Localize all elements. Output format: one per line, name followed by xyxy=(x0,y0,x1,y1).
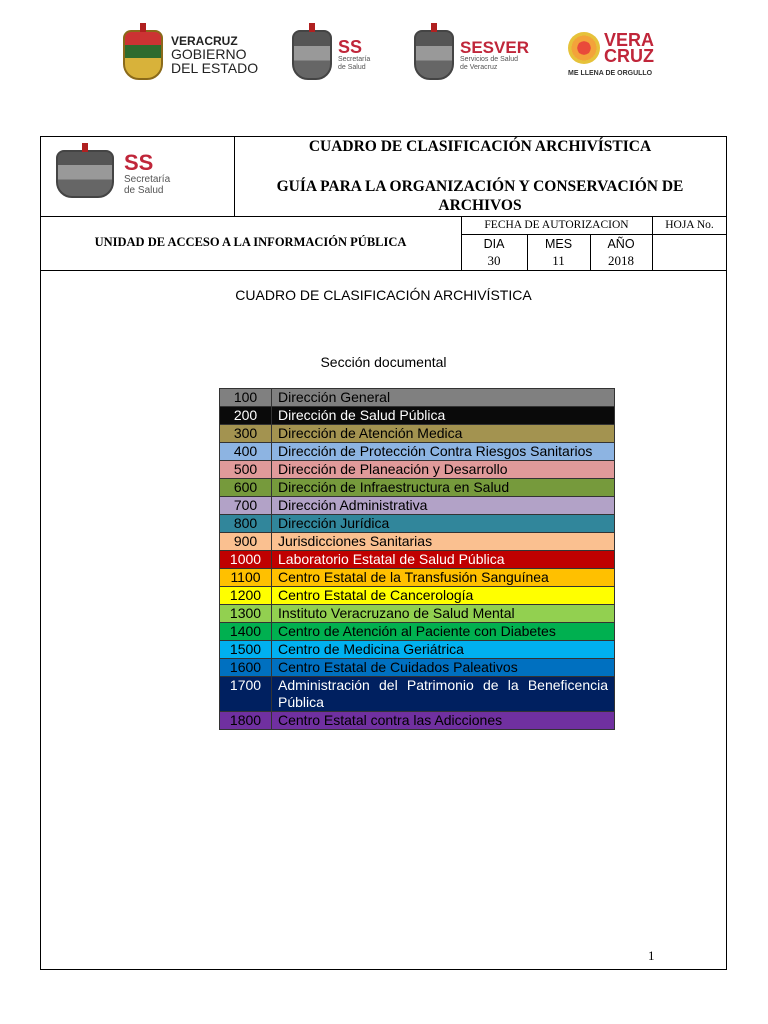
logo-sesver-mark: SESVER xyxy=(460,37,529,57)
logo-sesver-line2: de Veracruz xyxy=(460,63,498,71)
section-code: 1300 xyxy=(220,605,272,622)
section-code: 300 xyxy=(220,425,272,442)
section-name: Dirección de Salud Pública xyxy=(278,407,446,423)
table-row xyxy=(220,479,614,497)
header-ss-mark: SS xyxy=(124,150,154,175)
section-name: Centro Estatal contra las Adicciones xyxy=(278,712,503,728)
table-row xyxy=(220,407,614,425)
mes-value: 11 xyxy=(552,253,565,268)
table-row xyxy=(220,461,614,479)
veracruz-coat-of-arms-icon xyxy=(123,30,163,80)
section-name: Dirección de Planeación y Desarrollo xyxy=(278,461,508,477)
logo-vera-line1: VERA xyxy=(604,30,655,50)
body-heading: CUADRO DE CLASIFICACIÓN ARCHIVÍSTICA xyxy=(235,287,532,303)
sesver-shield-icon xyxy=(414,30,454,80)
section-name: Dirección General xyxy=(278,389,391,405)
dia-label: DIA xyxy=(483,237,505,251)
section-name: Centro de Atención al Paciente con Diabetes xyxy=(278,623,556,639)
fecha-autorizacion-label: FECHA DE AUTORIZACION xyxy=(484,219,629,231)
page-number: 1 xyxy=(648,948,655,963)
header-ss-shield-icon xyxy=(56,150,114,198)
table-row xyxy=(220,389,614,407)
section-code: 100 xyxy=(220,389,272,406)
logo-vera-cruz xyxy=(568,30,655,77)
table-row xyxy=(220,659,614,677)
veracruz-flower-icon xyxy=(568,32,600,64)
section-code: 1100 xyxy=(220,569,272,586)
document-title: CUADRO DE CLASIFICACIÓN ARCHIVÍSTICA xyxy=(308,138,652,155)
section-name: Centro Estatal de la Transfusión Sanguínea xyxy=(278,569,549,585)
section-code: 900 xyxy=(220,533,272,550)
table-row xyxy=(220,641,614,659)
logo-vera-tagline: ME LLENA DE ORGULLO xyxy=(568,70,653,77)
table-row xyxy=(220,623,614,641)
section-name: Centro Estatal de Cancerología xyxy=(278,587,474,603)
section-name: Dirección Administrativa xyxy=(278,497,428,513)
document-subtitle: GUÍA PARA LA ORGANIZACIÓN Y CONSERVACIÓN DE ARCHIVOS xyxy=(276,178,684,214)
section-code: 500 xyxy=(220,461,272,478)
section-code: 1000 xyxy=(220,551,272,568)
section-name: Instituto Veracruzano de Salud Mental xyxy=(278,605,515,621)
section-code: 400 xyxy=(220,443,272,460)
table-row xyxy=(220,677,614,712)
logo-ss-line1: Secretaría xyxy=(338,56,371,64)
logo-veracruz-gobierno xyxy=(123,30,258,80)
section-code: 200 xyxy=(220,407,272,424)
anio-value: 2018 xyxy=(608,253,634,268)
section-name: Dirección de Protección Contra Riesgos Sanitarios xyxy=(278,443,593,459)
table-row xyxy=(220,551,614,569)
logo-veracruz-line2: GOBIERNO xyxy=(171,46,247,63)
table-row xyxy=(220,712,614,729)
section-name: Jurisdicciones Sanitarias xyxy=(278,533,433,549)
section-code: 700 xyxy=(220,497,272,514)
section-code: 1200 xyxy=(220,587,272,604)
section-name: Laboratorio Estatal de Salud Pública xyxy=(278,551,505,567)
section-name: Administración del Patrimonio de la Beneficencia Pública xyxy=(278,677,608,710)
logo-veracruz-line3: DEL ESTADO xyxy=(171,60,259,77)
section-code: 1700 xyxy=(220,677,272,711)
unit-name: UNIDAD DE ACCESO A LA INFORMACIÓN PÚBLICA xyxy=(94,235,407,249)
section-code: 800 xyxy=(220,515,272,532)
table-row xyxy=(220,425,614,443)
table-row xyxy=(220,605,614,623)
header-ss-line2: de Salud xyxy=(124,185,164,196)
hoja-label: HOJA No. xyxy=(665,219,714,231)
table-row xyxy=(220,569,614,587)
mes-label: MES xyxy=(544,237,573,251)
classification-table xyxy=(219,388,615,730)
ss-shield-icon xyxy=(292,30,332,80)
header-logo-ss xyxy=(56,150,170,198)
section-name: Centro Estatal de Cuidados Paleativos xyxy=(278,659,518,675)
dia-value: 30 xyxy=(487,253,501,268)
logo-ss-line2: de Salud xyxy=(338,64,366,71)
section-name: Dirección de Infraestructura en Salud xyxy=(278,479,510,495)
section-code: 1800 xyxy=(220,712,272,729)
logo-sesver-line1: Servicios de Salud xyxy=(460,55,518,63)
logo-sesver xyxy=(414,30,529,80)
section-name: Centro de Medicina Geriátrica xyxy=(278,641,464,657)
section-code: 1400 xyxy=(220,623,272,640)
section-name: Dirección Jurídica xyxy=(278,515,390,531)
table-row xyxy=(220,587,614,605)
section-code: 1500 xyxy=(220,641,272,658)
logo-ss xyxy=(292,30,370,80)
table-row xyxy=(220,533,614,551)
table-row xyxy=(220,497,614,515)
section-code: 600 xyxy=(220,479,272,496)
table-row xyxy=(220,515,614,533)
logo-ss-mark: SS xyxy=(338,37,363,58)
logo-vera-line2: CRUZ xyxy=(604,46,654,67)
table-row xyxy=(220,443,614,461)
anio-label: AÑO xyxy=(607,237,635,251)
logo-veracruz-line1: VERACRUZ xyxy=(171,33,238,48)
header-ss-line1: Secretaría xyxy=(124,174,171,185)
section-name: Dirección de Atención Medica xyxy=(278,425,463,441)
section-code: 1600 xyxy=(220,659,272,676)
section-label: Sección documental xyxy=(320,354,447,370)
